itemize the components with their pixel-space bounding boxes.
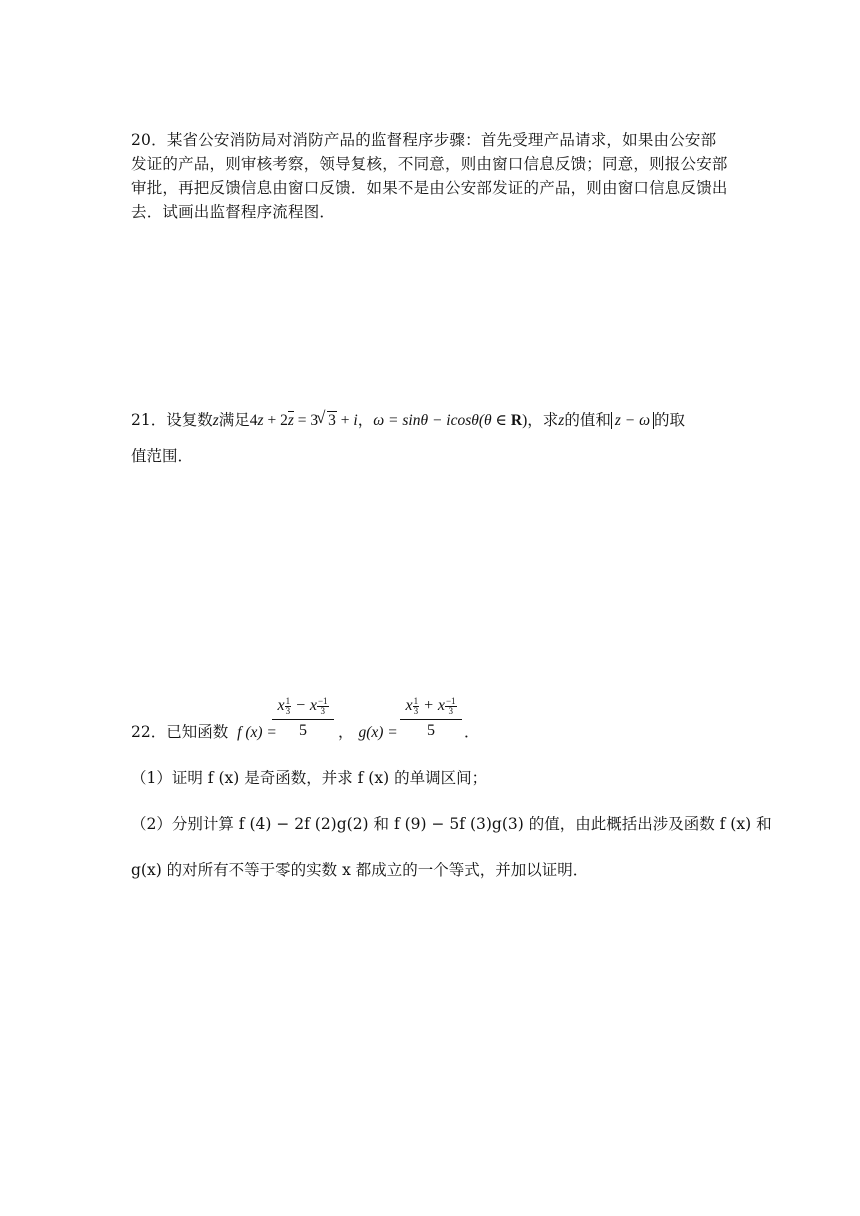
q21-eq-a: 4: [249, 412, 258, 429]
q21-abs: z − ω: [611, 412, 654, 429]
q22-period: ．: [464, 723, 480, 741]
question-21: [131, 408, 685, 433]
question-21-line2: 值范围．: [131, 447, 194, 465]
q22-part1: （1）证明 f (x) 是奇函数，并求 f (x) 的单调区间；: [131, 769, 488, 787]
q21-value-and: 的值和: [564, 411, 611, 429]
q22-f-fraction: x $\frac{1}{3}$ − x $\frac{-1}{3}$ 5: [272, 697, 334, 740]
q21-prefix: 21．设复数: [131, 411, 213, 429]
q21-eq-rhs: = 3: [293, 412, 319, 429]
q22-g-label: ， g(x) =: [338, 723, 398, 741]
q21-quyu: 的取: [654, 411, 686, 429]
q21-z: z: [212, 412, 219, 429]
question-22-prefix: 22．已知函数 f (x) =: [131, 723, 277, 741]
q22-part2-line2: g(x) 的对所有不等于零的实数 x 都成立的一个等式，并加以证明．: [131, 861, 589, 879]
q21-close: ): [522, 412, 528, 429]
q22-g-fraction: x $\frac{1}{3}$ + x $\frac{-1}{3}$ 5: [400, 697, 462, 740]
q21-omega-cos: cosθ(θ ∈: [450, 412, 511, 429]
q21-comma2: ，求: [527, 411, 559, 429]
q21-omega-def: ω = sinθ −: [373, 412, 447, 429]
q21-comma1: ，: [357, 411, 374, 429]
q22-f-label: f (x) =: [237, 724, 277, 741]
q21-eq-z: z: [257, 412, 264, 429]
q21-satisfies: 满足: [218, 411, 250, 429]
q21-i: i: [353, 412, 358, 429]
q21-z2: z: [558, 412, 565, 429]
q21-omega-i: i: [446, 412, 451, 429]
q21-real-set: R: [510, 412, 523, 429]
question-20: 20．某省公安消防局对消防产品的监督程序步骤：首先受理产品请求，如果由公安部发证的产品，则审核考察，领导复核，不同意，则由窗口信息反馈；同意，则报公安部审批，再把反馈信息由窗口反馈．如果不是由公安部发证的产品，则由窗口信息反馈出去．试画出监督程序流程图．: [131, 131, 728, 221]
q21-sqrt: √ 3: [318, 409, 337, 433]
q21-eq-plus: + 2: [263, 412, 288, 429]
q21-plus: +: [336, 412, 354, 429]
q22-part2-line1: （2）分别计算 f (4) − 2f (2)g(2) 和 f (9) − 5f (3)g(3) 的值，由此概括出涉及函数 f (x) 和: [131, 815, 772, 833]
q21-zbar: z: [287, 412, 294, 429]
